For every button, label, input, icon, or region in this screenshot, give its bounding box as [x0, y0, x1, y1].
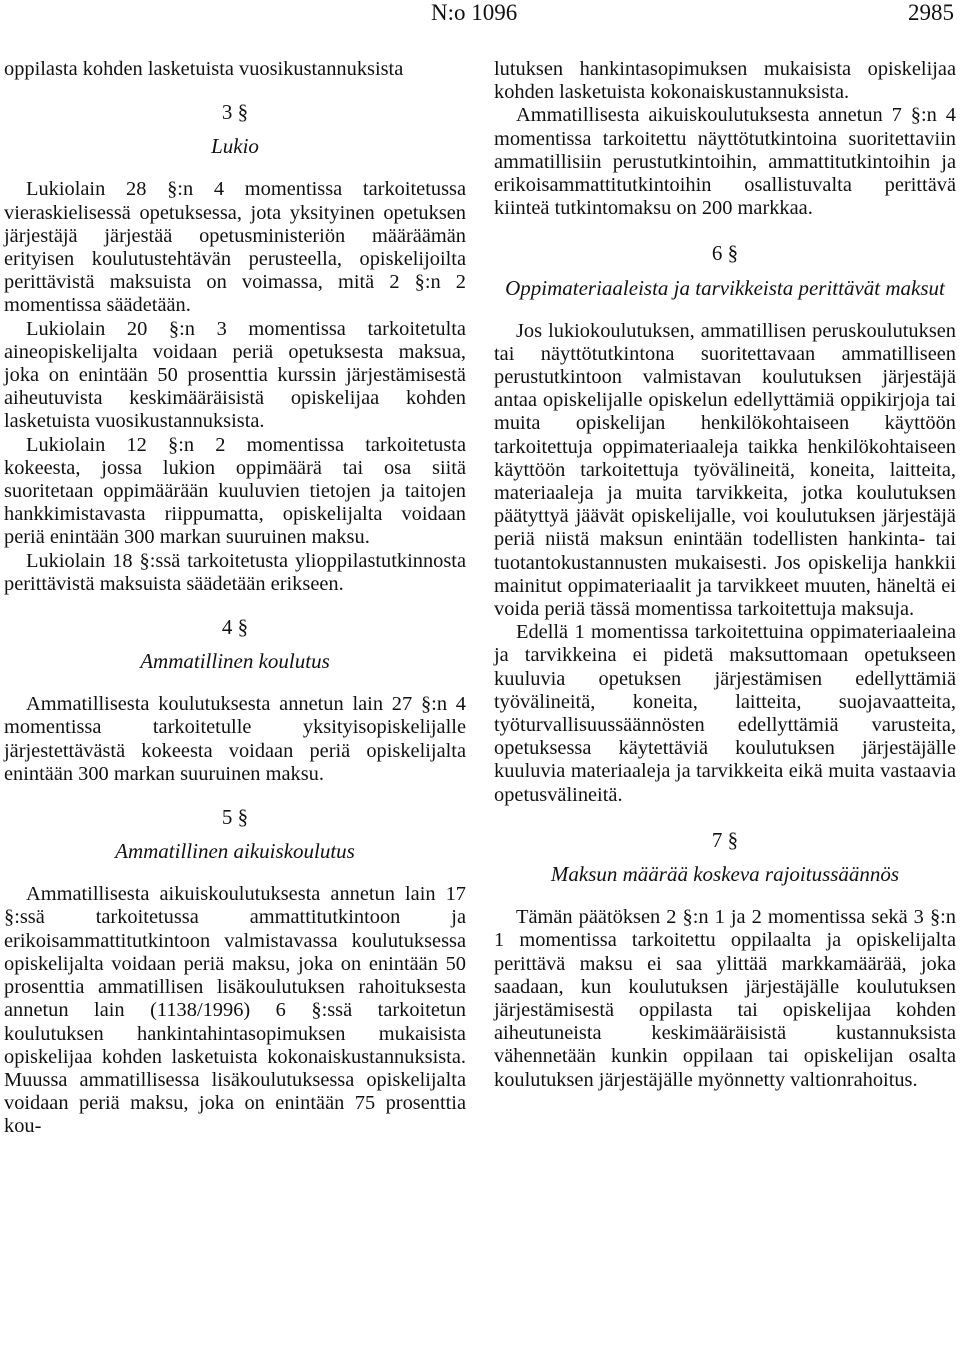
- section-4-paragraph: Ammatillisesta koulutuksesta annetun lain 27 §:n 4 momentissa tarkoitetulle yksityisopiskelijalle järjestettävästä kokeesta voidaan periä opiskelijalta enintään 300 markan suuruinen maksu.: [4, 693, 466, 785]
- section-6-number: 6 §: [711, 241, 739, 266]
- section-6-paragraph: Edellä 1 momentissa tarkoitettuina oppimateriaaleina ja tarvikkeina ei pidetä maksuttomaan opetukseen kuuluvia opetuksen järjestämisen edellyttämiä työvälineitä, koneita, laitteita, suojavaatteita, työturvallisuussäännösten edellyttämiä varusteita, opetuksessa käytettäviä koulutuksen järjestäjälle kuuluvia materiaaleja ja tarvikkeita eikä muita vastaavia opetusvälineitä.: [494, 621, 956, 806]
- section-7-number: 7 §: [711, 827, 739, 852]
- section-5-paragraph: Ammatillisesta aikuiskoulutuksesta annetun lain 17 §:ssä tarkoitetussa ammattitutkintoon ja erikoisammattitutkintoon valmistavassa koulutuksessa opiskelijalta voidaan periä maksu, joka on enintään 50 prosenttia ammatillisen lisäkoulutuksen rahoituksesta annetun lain (1138/1996) 6 §:ssä tarkoitetun koulutuksen hankintahintasopimuksen mukaisista opiskelijaa kohden lasketuista kokonaiskustannuksista. Muussa ammatillisessa lisäkoulutuksessa opiskelijalta voidaan periä maksu, joka on enintään 75 prosenttia kou-: [4, 883, 466, 1138]
- section-5-title: Ammatillinen aikuiskoulutus: [115, 839, 355, 864]
- continuation-text: oppilasta kohden lasketuista vuosikustannuksista: [4, 58, 404, 80]
- section-5-paragraph: Ammatillisesta aikuiskoulutuksesta annetun 7 §:n 4 momentissa tarkoitettu näyttötutkintoina suoritettaviin ammatillisiin perustutkintoihin, ammattitutkintoihin ja erikoisammattitutkintoihin osallistuvalta perittävä kiinteä tutkintomaksu on 200 markkaa.: [494, 104, 956, 220]
- page-header: [0, 0, 960, 30]
- right-column: [494, 58, 956, 1092]
- section-3-title: Lukio: [211, 134, 259, 159]
- page-number: 2985: [908, 0, 954, 25]
- section-3-paragraph: Lukiolain 28 §:n 4 momentissa tarkoitetussa vieraskielisessä opetuksessa, jota yksityinen opetuksen järjestäjä järjestää opetusministeriön määräämän erityisen koulutustehtävän perusteella, opiskelijoilta perittävistä maksuista on voimassa, mitä 2 §:n 2 momentissa säädetään.: [4, 178, 466, 317]
- section-6-paragraph: Jos lukiokoulutuksen, ammatillisen peruskoulutuksen tai näyttötutkintona suoritettavaan ammatilliseen perustutkintoon valmistavan koulutuksen järjestäjä antaa opiskelijalle opiskelun edellyttämiä oppikirjoja tai muita opiskelijan henkilökohtaiseen käyttöön tarkoitettuja oppimateriaaleja taikka henkilökohtaiseen käyttöön tarkoitettuja työvälineitä, koneita, laitteita, materiaaleja ja muita tarvikkeita, jotka koulutuksen päätyttyä jäävät opiskelijalle, voi koulutuksen järjestäjä periä niistä maksun enintään todellisten hankinta- tai tuotantokustannusten mukaisesti. Jos opiskelija hankkii mainitut oppimateriaalit ja tarvikkeet muuten, häneltä ei voida periä tässä momentissa tarkoitettuja maksuja.: [494, 319, 956, 621]
- section-7-title: Maksun määrää koskeva rajoitussäännös: [550, 862, 900, 887]
- section-3-number: 3 §: [221, 100, 249, 125]
- section-4-title: Ammatillinen koulutus: [140, 649, 330, 674]
- section-3-paragraph: Lukiolain 12 §:n 2 momentissa tarkoitetusta kokeesta, jossa lukion oppimäärä tai osa siitä suoritetaan oppimäärään kuuluvien tietojen ja taitojen hankkimistavasta riippumatta, opiskelijalta voidaan periä enintään 300 markan suuruinen maksu.: [4, 433, 466, 549]
- section-7-paragraph: Tämän päätöksen 2 §:n 1 ja 2 momentissa sekä 3 §:n 1 momentissa tarkoitettu oppilaalta ja opiskelijalta perittävä maksu ei saa ylittää markkamäärää, joka saadaan, kun koulutuksen järjestäjälle koulutuksen järjestämisestä oppilasta tai opiskelijaa kohden aiheutuneista keskimääräisistä kustannuksista vähennetään kunkin oppilaan tai opiskelijan osalta koulutuksen järjestäjälle myönnetty valtionrahoitus.: [494, 906, 956, 1091]
- section-4-number: 4 §: [221, 615, 249, 640]
- section-3-paragraph: Lukiolain 18 §:ssä tarkoitetusta ylioppilastutkinnosta perittävistä maksuista säädetään erikseen.: [4, 549, 466, 595]
- section-6-title: Oppimateriaaleista ja tarvikkeista perittävät maksut: [505, 275, 945, 300]
- left-column: [4, 58, 466, 1139]
- section-3-paragraph: Lukiolain 20 §:n 3 momentissa tarkoitetulta aineopiskelijalta voidaan periä opetuksesta maksua, joka on enintään 50 prosenttia kurssin järjestämisestä aiheutuvista keskimääräisistä opiskelijaa kohden lasketuista vuosikustannuksista.: [4, 317, 466, 433]
- issue-number: N:o 1096: [431, 0, 518, 25]
- section-5-number: 5 §: [221, 805, 249, 830]
- continuation-text: lutuksen hankintasopimuksen mukaisista opiskelijaa kohden lasketuista kokonaiskustannuksista.: [494, 58, 956, 104]
